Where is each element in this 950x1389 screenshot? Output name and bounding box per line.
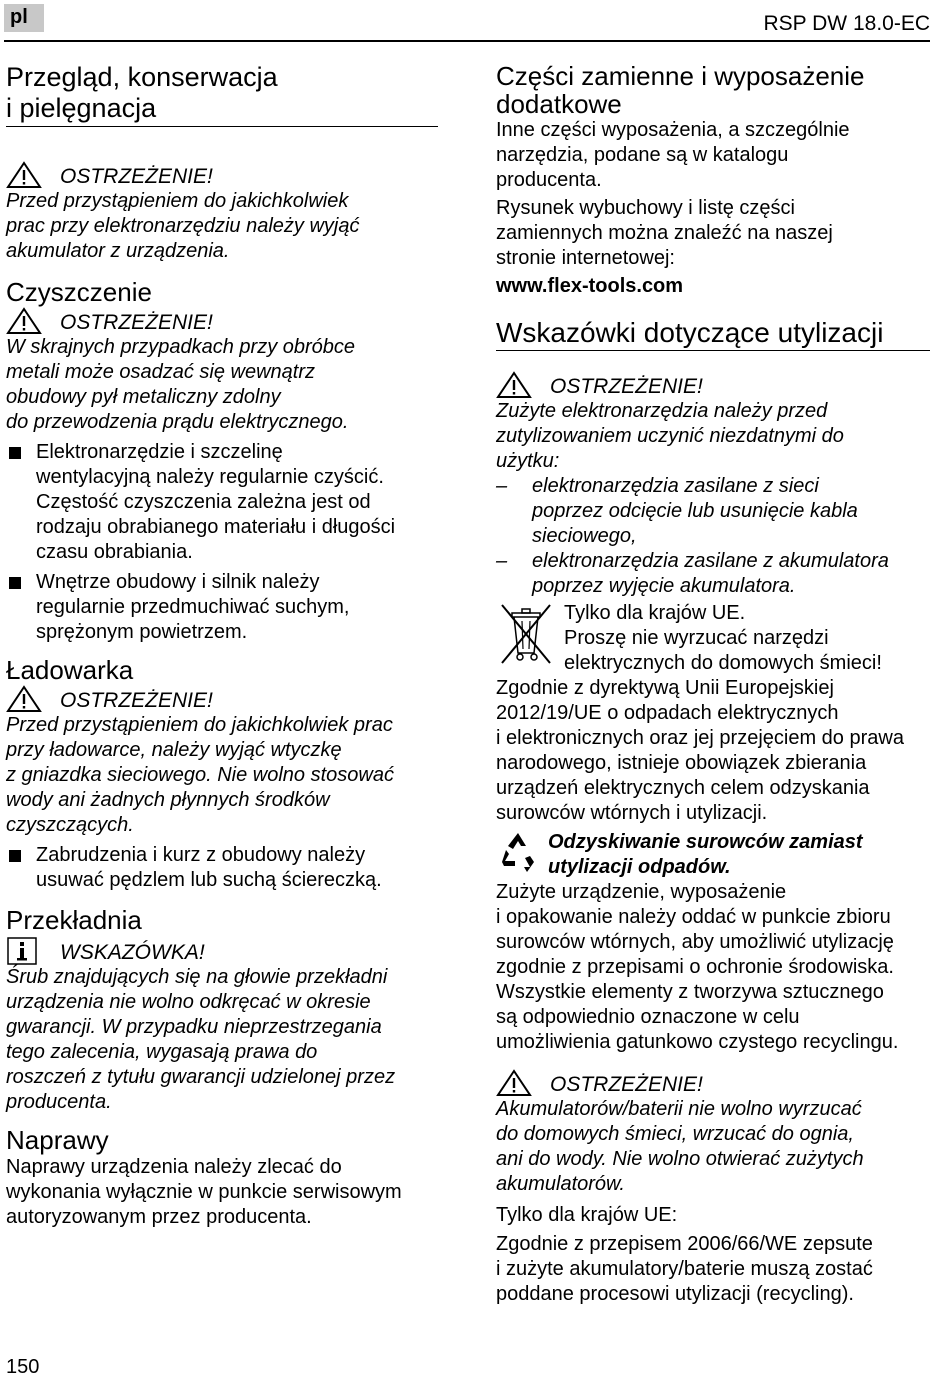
warning-label: OSTRZEŻENIE! — [550, 375, 703, 398]
language-badge: pl — [4, 4, 44, 32]
parts-heading-line2: dodatkowe — [496, 89, 622, 119]
warning-triangle-icon — [6, 685, 42, 713]
warning-header — [6, 161, 438, 189]
model-name: RSP DW 18.0-EC — [763, 12, 930, 35]
warning-label: OSTRZEŻENIE! — [60, 165, 213, 188]
dash-item: – elektronarzędzia zasilane z sieci poprzez odcięcie lub usunięcie kabla sieciowego, — [496, 475, 858, 547]
note-text: Śrub znajdujących się na głowie przekładni urządzenia nie wolno odkręcać w okresie gwarancji. W przypadku nieprzestrzegania tego zalecenia, wygasają prawa do roszczeń z tytułu gwarancji udzielonej przez producenta. — [6, 966, 396, 1113]
page-number: 150 — [6, 1356, 40, 1378]
charger-heading: Ładowarka — [6, 655, 134, 685]
bullet-square-icon — [9, 447, 21, 459]
warning-label: OSTRZEŻENIE! — [550, 1073, 703, 1096]
section-title-line1: Przegląd, konserwacja — [6, 62, 278, 92]
section-title-line2: i pielęgnacja — [6, 93, 438, 127]
website-link[interactable]: www.flex-tools.com — [496, 275, 684, 297]
cleaning-heading: Czyszczenie — [6, 277, 152, 307]
warning-triangle-icon — [496, 1069, 532, 1097]
battery-text: Zgodnie z przepisem 2006/66/WE zepsute i zużyte akumulatory/baterie muszą zostać poddane procesowi utylizacji (recycling). — [496, 1233, 873, 1305]
bullet-square-icon — [9, 850, 21, 862]
bullet-item: Elektronarzędzie i szczelinę wentylacyjną należy regularnie czyścić. Częstość czyszczenia zależna jest od rodzaju obrabianego materiału i długości czasu obrabiania. — [6, 440, 438, 565]
warning-text: Przed przystąpieniem do jakichkolwiek prac przy elektronarzędziu należy wyjąć akumulator z urządzenia. — [6, 190, 360, 262]
gear-heading: Przekładnia — [6, 905, 142, 935]
warning-text: W skrajnych przypadkach przy obróbce metali może osadzać się wewnątrz obudowy pył metaliczny zdolny do przewodzenia prądu elektrycznego. — [6, 336, 356, 433]
header-rule — [4, 40, 930, 42]
disposal-heading: Wskazówki dotyczące utylizacji — [496, 317, 930, 351]
bullet-item: Zabrudzenia i kurz z obudowy należy usuwać pędzlem lub suchą ściereczką. — [6, 843, 438, 893]
recycle-text: Zużyte urządzenie, wyposażenie i opakowanie należy oddać w punkcie zbioru surowców wtórnych, aby umożliwić utylizację zgodnie z przepisami o ochronie środowiska. Wszystkie elementy z tworzywa sztucznego są odpowiednio oznaczone w celu umożliwienia gatunkowo czystego recyclingu. — [496, 881, 899, 1053]
dash-item: – elektronarzędzia zasilane z akumulatora poprzez wyjęcie akumulatora. — [496, 550, 889, 597]
warning-label: OSTRZEŻENIE! — [60, 311, 213, 334]
note-header — [6, 937, 438, 965]
warning-triangle-icon — [6, 307, 42, 335]
crossed-bin-icon — [496, 601, 556, 667]
note-label: WSKAZÓWKA! — [60, 941, 205, 964]
directive-text: Zgodnie z dyrektywą Unii Europejskiej 2012/19/UE o odpadach elektrycznych i elektronicznych oraz jej przejęciem do prawa narodowego, istnieje obowiązek zbierania urządzeń elektrycznych celem odzyskania surowców wtórnych i utylizacji. — [496, 677, 904, 824]
warning-label: OSTRZEŻENIE! — [60, 689, 213, 712]
right-column — [496, 62, 932, 1307]
recycle-icon — [496, 830, 540, 874]
warning-triangle-icon — [6, 161, 42, 189]
warning-triangle-icon — [496, 371, 532, 399]
warning-header — [6, 685, 438, 713]
warning-header — [496, 371, 932, 399]
left-column — [6, 62, 438, 1230]
warning-text: Akumulatorów/baterii nie wolno wyrzucać do domowych śmieci, wrzucać do ognia, ani do wody. Nie wolno otwierać zużytych akumulatorów. — [496, 1098, 864, 1195]
repairs-text: Naprawy urządzenia należy zlecać do wykonania wyłącznie w punkcie serwisowym autoryzowanym przez producenta. — [6, 1156, 402, 1228]
warning-header — [6, 307, 438, 335]
bullet-item: Wnętrze obudowy i silnik należy regularnie przedmuchiwać suchym, sprężonym powietrzem. — [6, 570, 438, 645]
warning-text: Zużyte elektronarzędzia należy przed zutylizowaniem uczynić niezdatnymi do użytku: – elektronarzędzia zasilane z sieci poprzez odcięcie lub usunięcie kabla sieciowego, – elektronarzędzia zasilane z akumulatora poprzez wyjęcie akumulatora. — [496, 399, 932, 599]
weee-block: Tylko dla krajów UE. Proszę nie wyrzucać narzędzi elektrycznych do domowych śmieci! — [496, 601, 932, 676]
bullet-square-icon — [9, 577, 21, 589]
warning-header — [496, 1069, 932, 1097]
info-icon — [6, 937, 42, 965]
parts-text: Inne części wyposażenia, a szczególnie narzędzia, podane są w katalogu producenta. Rysunek wybuchowy i listę części zamiennych można znaleźć na naszej stronie internetowej: www.flex-tools.com — [496, 118, 932, 299]
repairs-heading: Naprawy — [6, 1125, 109, 1155]
parts-heading-line1: Części zamienne i wyposażenie — [496, 61, 865, 91]
recycle-block: Odzyskiwanie surowców zamiast utylizacji odpadów. — [496, 830, 932, 880]
warning-text: Przed przystąpieniem do jakichkolwiek prac przy ładowarce, należy wyjąć wtyczkę z gniazdka sieciowego. Nie wolno stosować wody ani żadnych płynnych środków czyszczących. — [6, 714, 394, 836]
eu-only-text: Tylko dla krajów UE: — [496, 1204, 678, 1226]
